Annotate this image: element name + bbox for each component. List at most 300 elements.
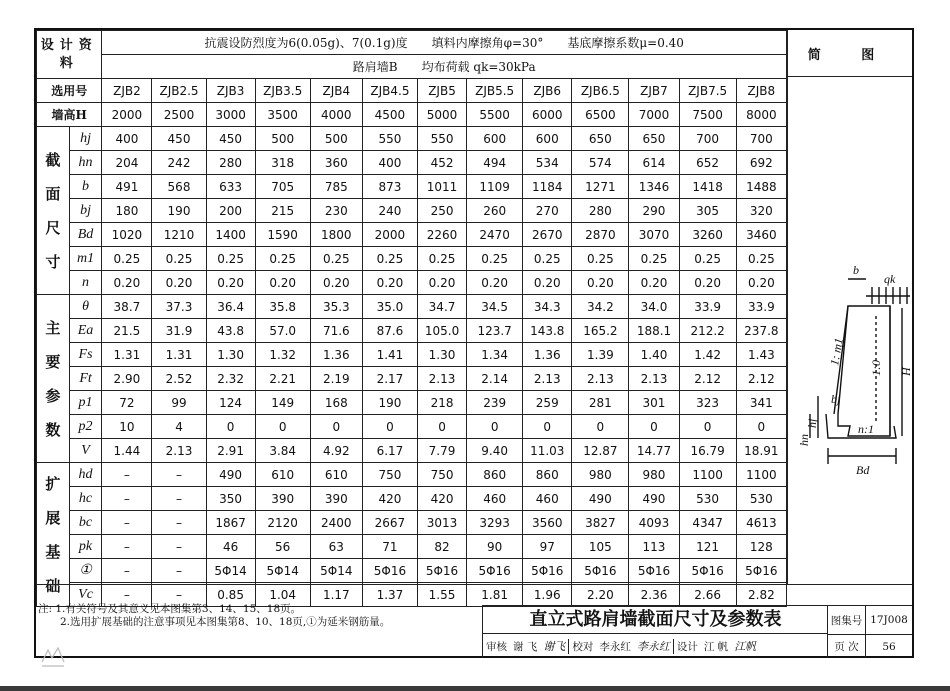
symbol-cell: hd xyxy=(69,463,102,487)
symbol-cell: p1 xyxy=(69,391,102,415)
value-cell: 2.13 xyxy=(418,367,467,391)
value-cell: 1109 xyxy=(467,175,523,199)
value-cell: 113 xyxy=(629,535,679,559)
value-cell: 3.84 xyxy=(255,439,310,463)
value-cell: 1.42 xyxy=(679,343,736,367)
value-cell: 5Φ16 xyxy=(629,559,679,583)
value-cell: 280 xyxy=(206,151,255,175)
value-cell: 56 xyxy=(255,535,310,559)
symbol-cell: Ea xyxy=(69,319,102,343)
value-cell: 2120 xyxy=(255,511,310,535)
height-cell: 4500 xyxy=(362,103,417,127)
value-cell: 420 xyxy=(362,487,417,511)
model-cell: ZJB8 xyxy=(736,79,786,103)
dim-b-label: b xyxy=(853,263,859,277)
wall-section-diagram xyxy=(788,76,913,584)
value-cell: 500 xyxy=(310,127,362,151)
notes xyxy=(38,603,390,629)
value-cell: 0 xyxy=(418,415,467,439)
value-cell: 1400 xyxy=(206,223,255,247)
value-cell: 35.8 xyxy=(255,295,310,319)
table-row xyxy=(37,391,787,415)
dim-hj-label: hj xyxy=(805,418,819,428)
value-cell: 1.55 xyxy=(418,583,467,607)
value-cell: 5Φ16 xyxy=(467,559,523,583)
height-cell: 3500 xyxy=(255,103,310,127)
value-cell: 168 xyxy=(310,391,362,415)
value-cell: 1.40 xyxy=(629,343,679,367)
height-cell: 7500 xyxy=(679,103,736,127)
value-cell: 11.03 xyxy=(523,439,572,463)
value-cell: 46 xyxy=(206,535,255,559)
value-cell: 2.21 xyxy=(255,367,310,391)
value-cell: 420 xyxy=(418,487,467,511)
value-cell: 239 xyxy=(467,391,523,415)
value-cell: 259 xyxy=(523,391,572,415)
value-cell: 390 xyxy=(310,487,362,511)
value-cell: 71 xyxy=(362,535,417,559)
value-cell: 3827 xyxy=(572,511,629,535)
value-cell: 34.5 xyxy=(467,295,523,319)
value-cell: 705 xyxy=(255,175,310,199)
value-cell: 980 xyxy=(629,463,679,487)
value-cell: 10 xyxy=(102,415,152,439)
value-cell: – xyxy=(102,463,152,487)
table-row xyxy=(37,415,787,439)
symbol-cell: n xyxy=(69,271,102,295)
model-cell: ZJB4.5 xyxy=(362,79,417,103)
value-cell: 2667 xyxy=(362,511,417,535)
value-cell: 212.2 xyxy=(679,319,736,343)
table-row xyxy=(37,295,787,319)
value-cell: 190 xyxy=(362,391,417,415)
value-cell: 3560 xyxy=(523,511,572,535)
symbol-cell: Fs xyxy=(69,343,102,367)
value-cell: 2.17 xyxy=(362,367,417,391)
value-cell: 460 xyxy=(467,487,523,511)
model-cell: ZJB6 xyxy=(523,79,572,103)
value-cell: 750 xyxy=(362,463,417,487)
value-cell: – xyxy=(102,583,152,607)
value-cell: 43.8 xyxy=(206,319,255,343)
value-cell: 1418 xyxy=(679,175,736,199)
value-cell: 390 xyxy=(255,487,310,511)
table-row xyxy=(37,151,787,175)
symbol-cell: bj xyxy=(69,199,102,223)
value-cell: 180 xyxy=(102,199,152,223)
value-cell: 149 xyxy=(255,391,310,415)
value-cell: 1.81 xyxy=(467,583,523,607)
value-cell: 490 xyxy=(206,463,255,487)
value-cell: 105 xyxy=(572,535,629,559)
value-cell: 450 xyxy=(206,127,255,151)
table-row xyxy=(37,223,787,247)
note-line-1: 注: 1.有关符号及其意义见本图集第3、14、15、18页。 xyxy=(38,603,302,615)
drawing-title: 直立式路肩墙截面尺寸及参数表 xyxy=(482,605,828,634)
value-cell: – xyxy=(152,535,206,559)
value-cell: 2.13 xyxy=(572,367,629,391)
value-cell: 0.25 xyxy=(255,247,310,271)
value-cell: 1.96 xyxy=(523,583,572,607)
slope-m1-label: 1: m1 xyxy=(827,336,846,367)
model-cell: ZJB2 xyxy=(102,79,152,103)
value-cell: 204 xyxy=(102,151,152,175)
value-cell: 0 xyxy=(310,415,362,439)
model-cell: ZJB5.5 xyxy=(467,79,523,103)
model-cell: ZJB7.5 xyxy=(679,79,736,103)
value-cell: 0.25 xyxy=(679,247,736,271)
model-cell: ZJB3 xyxy=(206,79,255,103)
value-cell: 341 xyxy=(736,391,786,415)
value-cell: 1867 xyxy=(206,511,255,535)
value-cell: 490 xyxy=(629,487,679,511)
checker-signature: 李永红 xyxy=(636,640,670,653)
design-conditions-line: 抗震设防烈度为6(0.05g)、7(0.1g)度 填料内摩擦角φ=30° 基底摩擦系数μ=0.40 xyxy=(102,31,787,55)
checker-name: 李永红 xyxy=(599,640,631,653)
design-data-label: 设计资料 xyxy=(37,31,102,79)
value-cell: 2670 xyxy=(523,223,572,247)
value-cell: 0.85 xyxy=(206,583,255,607)
symbol-cell: V xyxy=(69,439,102,463)
value-cell: 0 xyxy=(523,415,572,439)
value-cell: 188.1 xyxy=(629,319,679,343)
diagram-heading: 简 图 xyxy=(788,30,912,77)
value-cell: 87.6 xyxy=(362,319,417,343)
height-cell: 4000 xyxy=(310,103,362,127)
footer-area xyxy=(36,584,912,657)
value-cell: 2.12 xyxy=(736,367,786,391)
reviewer-signature: 谢飞 xyxy=(543,640,566,653)
height-cell: 6500 xyxy=(572,103,629,127)
value-cell: 0 xyxy=(679,415,736,439)
value-cell: 3293 xyxy=(467,511,523,535)
value-cell: 0.20 xyxy=(629,271,679,295)
value-cell: – xyxy=(102,559,152,583)
value-cell: 38.7 xyxy=(102,295,152,319)
value-cell: 3013 xyxy=(418,511,467,535)
designer-name: 江 帆 xyxy=(703,640,729,653)
value-cell: 0.25 xyxy=(362,247,417,271)
value-cell: 0.20 xyxy=(206,271,255,295)
table-row xyxy=(37,511,787,535)
value-cell: 72 xyxy=(102,391,152,415)
value-cell: 123.7 xyxy=(467,319,523,343)
value-cell: 530 xyxy=(736,487,786,511)
symbol-cell: Ft xyxy=(69,367,102,391)
model-label: 选用号 xyxy=(37,79,102,103)
value-cell: 7.79 xyxy=(418,439,467,463)
value-cell: 550 xyxy=(418,127,467,151)
symbol-cell: hn xyxy=(69,151,102,175)
value-cell: 2000 xyxy=(362,223,417,247)
slope-ratio-label: 1:0 xyxy=(869,360,883,376)
value-cell: 2260 xyxy=(418,223,467,247)
symbol-cell: m1 xyxy=(69,247,102,271)
value-cell: 2870 xyxy=(572,223,629,247)
table-row xyxy=(37,463,787,487)
value-cell: 0 xyxy=(629,415,679,439)
table-row xyxy=(37,319,787,343)
height-cell: 5500 xyxy=(467,103,523,127)
load-qk-label: qk xyxy=(884,272,896,286)
height-label: 墙高H xyxy=(37,103,102,127)
value-cell: 0.20 xyxy=(255,271,310,295)
value-cell: 700 xyxy=(736,127,786,151)
value-cell: 35.3 xyxy=(310,295,362,319)
value-cell: 610 xyxy=(255,463,310,487)
symbol-cell: Vc xyxy=(69,583,102,607)
value-cell: 305 xyxy=(679,199,736,223)
value-cell: 281 xyxy=(572,391,629,415)
value-cell: 0.20 xyxy=(467,271,523,295)
value-cell: 5Φ16 xyxy=(523,559,572,583)
atlas-number: 17J008 xyxy=(865,606,912,634)
symbol-cell: θ xyxy=(69,295,102,319)
table-row xyxy=(37,367,787,391)
height-cell: 5000 xyxy=(418,103,467,127)
slope-n-label: n:1 xyxy=(858,422,874,436)
value-cell: 4 xyxy=(152,415,206,439)
value-cell: 0.25 xyxy=(572,247,629,271)
value-cell: 0.25 xyxy=(523,247,572,271)
value-cell: 3460 xyxy=(736,223,786,247)
value-cell: 34.3 xyxy=(523,295,572,319)
value-cell: 1.30 xyxy=(418,343,467,367)
value-cell: 270 xyxy=(523,199,572,223)
value-cell: 692 xyxy=(736,151,786,175)
value-cell: 614 xyxy=(629,151,679,175)
note-line-2: 2.选用扩展基础的注意事项见本图集第8、10、18页,①为延米钢筋量。 xyxy=(60,616,391,628)
table-row xyxy=(37,439,787,463)
table-row xyxy=(37,247,787,271)
value-cell: 2.20 xyxy=(572,583,629,607)
value-cell: – xyxy=(152,463,206,487)
value-cell: 5Φ16 xyxy=(679,559,736,583)
value-cell: 350 xyxy=(206,487,255,511)
watermark-logo xyxy=(38,642,68,672)
value-cell: 2.66 xyxy=(679,583,736,607)
value-cell: 2.91 xyxy=(206,439,255,463)
symbol-cell: ① xyxy=(69,559,102,583)
value-cell: 450 xyxy=(152,127,206,151)
value-cell: 320 xyxy=(736,199,786,223)
value-cell: 0 xyxy=(736,415,786,439)
value-cell: 1.44 xyxy=(102,439,152,463)
value-cell: 600 xyxy=(467,127,523,151)
value-cell: 860 xyxy=(523,463,572,487)
value-cell: 1.17 xyxy=(310,583,362,607)
value-cell: 34.7 xyxy=(418,295,467,319)
value-cell: 240 xyxy=(362,199,417,223)
value-cell: 200 xyxy=(206,199,255,223)
value-cell: 1800 xyxy=(310,223,362,247)
value-cell: 1271 xyxy=(572,175,629,199)
symbol-cell: bc xyxy=(69,511,102,535)
value-cell: 250 xyxy=(418,199,467,223)
table-row xyxy=(37,487,787,511)
value-cell: 6.17 xyxy=(362,439,417,463)
value-cell: – xyxy=(152,583,206,607)
value-cell: 33.9 xyxy=(679,295,736,319)
value-cell: – xyxy=(152,559,206,583)
value-cell: 650 xyxy=(572,127,629,151)
retaining-wall-sketch xyxy=(788,76,913,584)
value-cell: 574 xyxy=(572,151,629,175)
model-cell: ZJB3.5 xyxy=(255,79,310,103)
value-cell: 237.8 xyxy=(736,319,786,343)
value-cell: 1346 xyxy=(629,175,679,199)
height-cell: 2000 xyxy=(102,103,152,127)
value-cell: 2.13 xyxy=(629,367,679,391)
value-cell: 2.82 xyxy=(736,583,786,607)
dim-bj-label: bj xyxy=(831,392,841,406)
page-label: 页 次 xyxy=(827,634,865,658)
value-cell: 0.25 xyxy=(152,247,206,271)
value-cell: 0.25 xyxy=(102,247,152,271)
value-cell: 1100 xyxy=(679,463,736,487)
value-cell: 360 xyxy=(310,151,362,175)
value-cell: 1184 xyxy=(523,175,572,199)
value-cell: 400 xyxy=(362,151,417,175)
value-cell: – xyxy=(102,511,152,535)
value-cell: 1.32 xyxy=(255,343,310,367)
value-cell: 700 xyxy=(679,127,736,151)
value-cell: 36.4 xyxy=(206,295,255,319)
table-row xyxy=(37,127,787,151)
diagram-column xyxy=(787,30,912,584)
value-cell: 2.36 xyxy=(629,583,679,607)
value-cell: 460 xyxy=(523,487,572,511)
value-cell: 34.0 xyxy=(629,295,679,319)
value-cell: 860 xyxy=(467,463,523,487)
value-cell: 1011 xyxy=(418,175,467,199)
value-cell: 82 xyxy=(418,535,467,559)
value-cell: 2.90 xyxy=(102,367,152,391)
value-cell: 0.25 xyxy=(310,247,362,271)
parameter-table xyxy=(36,30,787,607)
load-condition-line: 路肩墙B 均布荷载 qk=30kPa xyxy=(102,55,787,79)
reviewer-name: 谢 飞 xyxy=(513,640,538,653)
height-cell: 6000 xyxy=(523,103,572,127)
value-cell: 610 xyxy=(310,463,362,487)
value-cell: 0.25 xyxy=(418,247,467,271)
value-cell: 0.25 xyxy=(467,247,523,271)
atlas-info xyxy=(827,605,912,658)
value-cell: 1.31 xyxy=(152,343,206,367)
value-cell: 2.13 xyxy=(523,367,572,391)
value-cell: 3260 xyxy=(679,223,736,247)
value-cell: – xyxy=(152,487,206,511)
symbol-cell: b xyxy=(69,175,102,199)
height-cell: 2500 xyxy=(152,103,206,127)
value-cell: 1.36 xyxy=(523,343,572,367)
value-cell: 0 xyxy=(255,415,310,439)
value-cell: 5Φ16 xyxy=(362,559,417,583)
value-cell: 490 xyxy=(572,487,629,511)
value-cell: 568 xyxy=(152,175,206,199)
value-cell: 0.20 xyxy=(152,271,206,295)
symbol-cell: Bd xyxy=(69,223,102,247)
value-cell: 4.92 xyxy=(310,439,362,463)
dim-hn-label: hn xyxy=(797,434,811,446)
value-cell: 0.25 xyxy=(629,247,679,271)
value-cell: 3070 xyxy=(629,223,679,247)
value-cell: 1.34 xyxy=(467,343,523,367)
value-cell: 323 xyxy=(679,391,736,415)
value-cell: 494 xyxy=(467,151,523,175)
value-cell: 633 xyxy=(206,175,255,199)
model-cell: ZJB5 xyxy=(418,79,467,103)
value-cell: 215 xyxy=(255,199,310,223)
value-cell: 9.40 xyxy=(467,439,523,463)
value-cell: 1590 xyxy=(255,223,310,247)
table-row xyxy=(37,343,787,367)
model-cell: ZJB6.5 xyxy=(572,79,629,103)
value-cell: 2400 xyxy=(310,511,362,535)
value-cell: 0 xyxy=(206,415,255,439)
value-cell: 21.5 xyxy=(102,319,152,343)
value-cell: 1.31 xyxy=(102,343,152,367)
value-cell: 2.32 xyxy=(206,367,255,391)
value-cell: 1020 xyxy=(102,223,152,247)
value-cell: 491 xyxy=(102,175,152,199)
value-cell: 0.20 xyxy=(102,271,152,295)
value-cell: 37.3 xyxy=(152,295,206,319)
value-cell: 230 xyxy=(310,199,362,223)
value-cell: 2.19 xyxy=(310,367,362,391)
value-cell: 12.87 xyxy=(572,439,629,463)
value-cell: 0.20 xyxy=(362,271,417,295)
value-cell: 5Φ16 xyxy=(418,559,467,583)
table-row xyxy=(37,559,787,583)
value-cell: – xyxy=(102,535,152,559)
group-label: 截面尺寸 xyxy=(37,127,70,295)
height-cell: 7000 xyxy=(629,103,679,127)
value-cell: 1.04 xyxy=(255,583,310,607)
value-cell: 0.20 xyxy=(310,271,362,295)
value-cell: 290 xyxy=(629,199,679,223)
value-cell: 785 xyxy=(310,175,362,199)
table-row xyxy=(37,199,787,223)
value-cell: 2.12 xyxy=(679,367,736,391)
model-cell: ZJB7 xyxy=(629,79,679,103)
value-cell: 97 xyxy=(523,535,572,559)
value-cell: 1.43 xyxy=(736,343,786,367)
value-cell: 190 xyxy=(152,199,206,223)
value-cell: 873 xyxy=(362,175,417,199)
value-cell: 5Φ16 xyxy=(572,559,629,583)
value-cell: 1488 xyxy=(736,175,786,199)
value-cell: 1.36 xyxy=(310,343,362,367)
value-cell: 14.77 xyxy=(629,439,679,463)
value-cell: – xyxy=(102,487,152,511)
group-label: 扩展基础 xyxy=(37,463,70,607)
design-data-row-1 xyxy=(37,31,787,55)
designer-signature: 江帆 xyxy=(734,640,757,653)
value-cell: 16.79 xyxy=(679,439,736,463)
value-cell: 33.9 xyxy=(736,295,786,319)
model-cell: ZJB4 xyxy=(310,79,362,103)
value-cell: 0 xyxy=(467,415,523,439)
value-cell: 71.6 xyxy=(310,319,362,343)
review-label: 审核 xyxy=(486,640,507,653)
value-cell: 980 xyxy=(572,463,629,487)
value-cell: 0.20 xyxy=(523,271,572,295)
model-row xyxy=(37,79,787,103)
value-cell: 0.25 xyxy=(736,247,786,271)
value-cell: 260 xyxy=(467,199,523,223)
value-cell: 2.14 xyxy=(467,367,523,391)
